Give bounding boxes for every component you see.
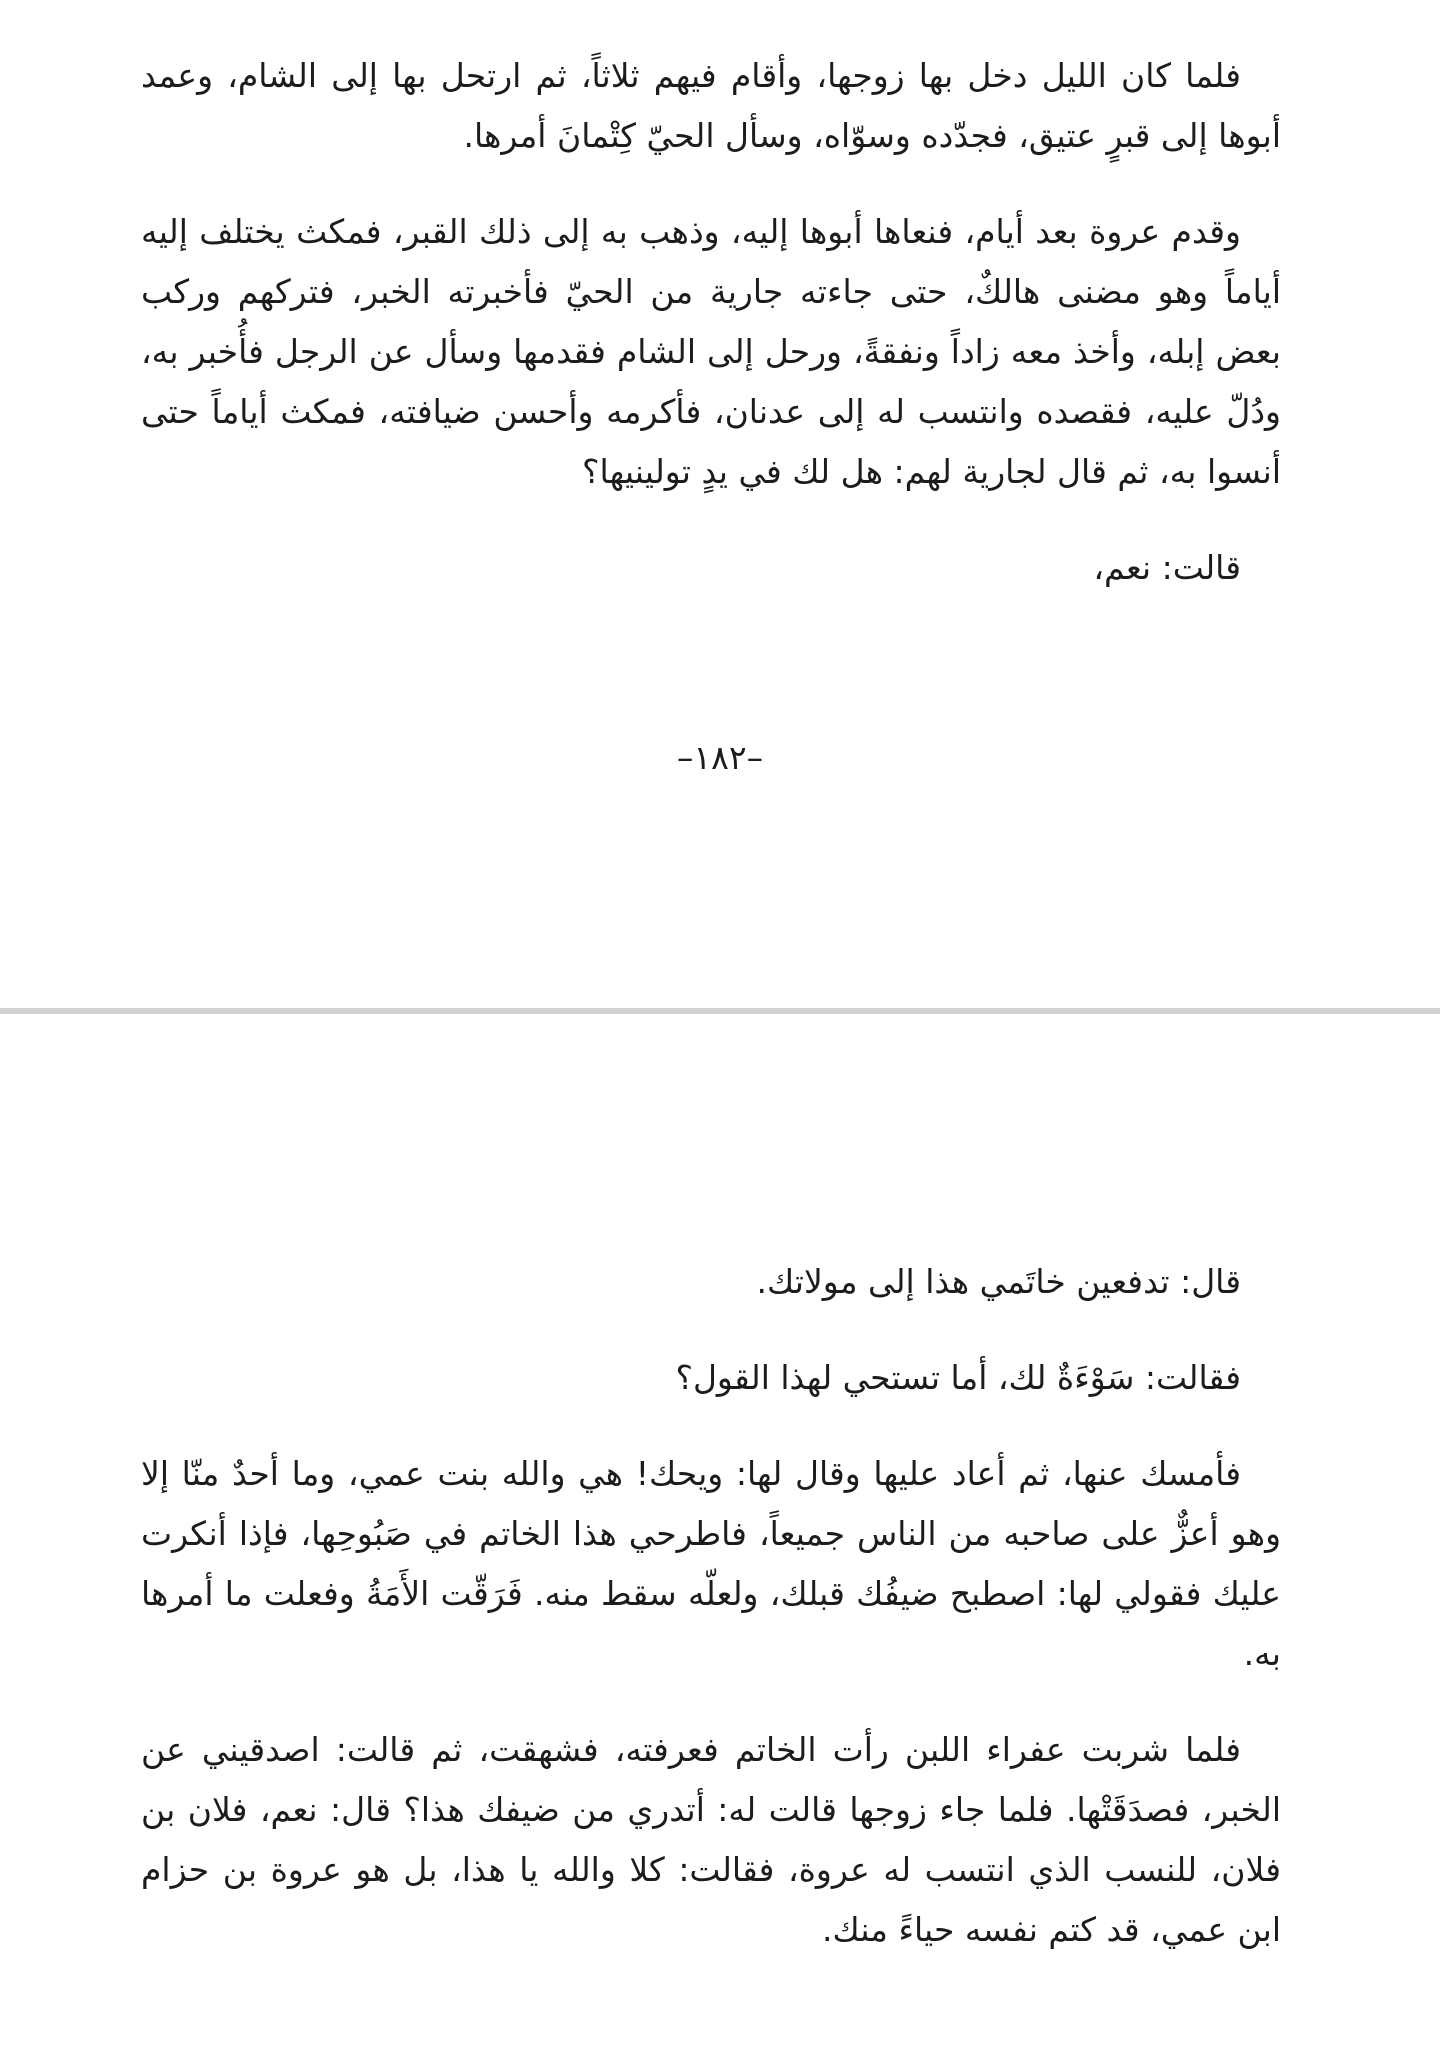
page-182: [0, 0, 1440, 1010]
paragraph-2: وقدم عروة بعد أيام، فنعاها أبوها إليه، وذهب به إلى ذلك القبر، فمكث يختلف إليه أياماً وهو مضنى هالكٌ، حتى جاءته جارية من الحيّ فأخبرته الخبر، فتركهم وركب بعض إبله، وأخذ معه زاداً ونفقةً، ورحل إلى الشام فقدمها وسأل عن الرجل فأُخبر به، ودُلّ عليه، فقصده وانتسب له إلى عدنان، فأكرمه وأحسن ضيافته، فمكث أياماً حتى أنسوا به، ثم قال لجارية لهم: هل لك في يدٍ تولينيها؟: [141, 212, 1281, 491]
paragraph-1: فلما كان الليل دخل بها زوجها، وأقام فيهم ثلاثاً، ثم ارتحل بها إلى الشام، وعمد أبوها إلى قبرٍ عتيق، فجدّده وسوّاه، وسأل الحيّ كِتْمانَ أمرها.: [141, 56, 1281, 155]
paragraph-3: قالت: نعم،: [1093, 548, 1241, 587]
page-183: [0, 1020, 1440, 2072]
paragraph-3: فأمسك عنها، ثم أعاد عليها وقال لها: ويحك! هي والله بنت عمي، وما أحدٌ منّا إلا وهو أعزٌّ على صاحبه من الناس جميعاً، فاطرحي هذا الخاتم في صَبُوحِها، فإذا أنكرت عليك فقولي لها: اصطبح ضيفُك قبلك، ولعلّه سقط منه. فَرَقّت الأَمَةُ وفعلت ما أمرها به.: [141, 1454, 1281, 1673]
page-182-body: [141, 46, 1281, 634]
page-divider: [0, 1008, 1440, 1014]
paragraph-1: قال: تدفعين خاتَمي هذا إلى مولاتك.: [756, 1262, 1241, 1301]
paragraph-4: فلما شربت عفراء اللبن رأت الخاتم فعرفته، فشهقت، ثم قالت: اصدقيني عن الخبر، فصدَقَتْها. فلما جاء زوجها قالت له: أتدري من ضيفك هذا؟ قال: نعم، فلان بن فلان، للنسب الذي انتسب له عروة، فقالت: كلا والله يا هذا، بل هو عروة بن حزام ابن عمي، قد كتم نفسه حياءً منك.: [141, 1730, 1281, 1949]
page-number: –١٨٢–: [676, 738, 764, 777]
paragraph-2: فقالت: سَوْءَةٌ لك، أما تستحي لهذا القول؟: [675, 1358, 1241, 1397]
page-183-body: [141, 1252, 1281, 1996]
